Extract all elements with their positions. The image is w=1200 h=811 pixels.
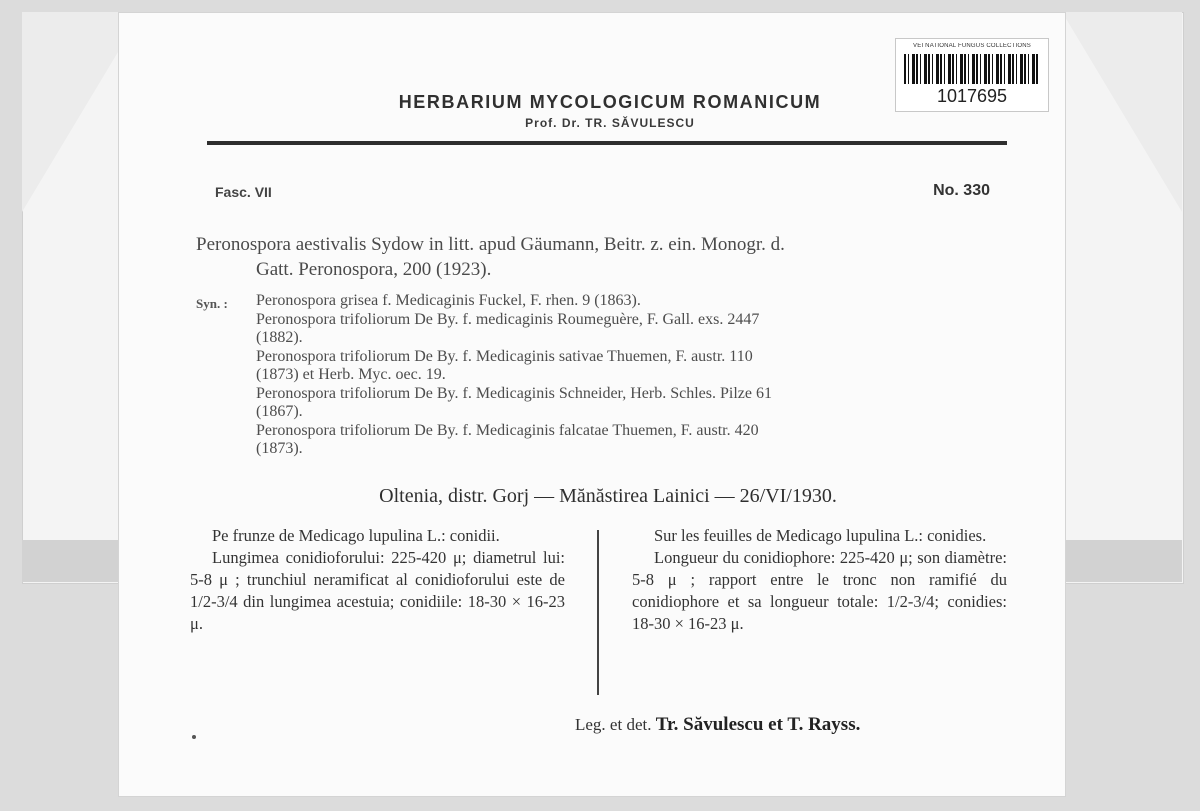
barcode-sticker bbox=[895, 38, 1049, 112]
synonym-line: (1882). bbox=[256, 329, 303, 346]
synonyms-list bbox=[256, 292, 1011, 459]
species-line-1: Peronospora aestivalis Sydow in litt. apud Gäumann, Beitr. z. ein. Monogr. d. bbox=[196, 234, 785, 255]
synonym-line: (1873). bbox=[256, 440, 303, 457]
synonym-line: Peronospora trifoliorum De By. f. Medicaginis sativae Thuemen, F. austr. 110 bbox=[256, 347, 753, 365]
herbarium-subtitle: Prof. Dr. TR. SĂVULESCU bbox=[525, 116, 695, 130]
specimen-number: No. 330 bbox=[933, 182, 990, 199]
synonym-line: Peronospora trifoliorum De By. f. Medicaginis falcatae Thuemen, F. austr. 420 bbox=[256, 421, 759, 439]
synonyms-label: Syn. : bbox=[196, 296, 228, 311]
envelope-flap-right bbox=[1062, 12, 1182, 212]
collectors-line bbox=[575, 714, 860, 736]
collection-locality: Oltenia, distr. Gorj — Mănăstirea Lainici — 26/VI/1930. bbox=[379, 485, 837, 507]
synonym-line: (1873) et Herb. Myc. oec. 19. bbox=[256, 366, 446, 383]
column-divider bbox=[597, 530, 599, 695]
french-description bbox=[632, 525, 1007, 635]
collectors-names: Tr. Săvulescu et T. Rayss. bbox=[655, 714, 861, 735]
fascicle-label: Fasc. VII bbox=[215, 184, 272, 200]
species-line-2: Gatt. Peronospora, 200 (1923). bbox=[256, 259, 492, 280]
synonym-line: Peronospora trifoliorum De By. f. medicaginis Roumeguère, F. Gall. exs. 2447 bbox=[256, 310, 760, 328]
barcode-number: 1017695 bbox=[936, 86, 1008, 106]
barcode-header: VEI NATIONAL FUNGUS COLLECTIONS bbox=[913, 43, 1031, 49]
synonym-line: Peronospora trifoliorum De By. f. Medicaginis Schneider, Herb. Schles. Pilze 61 bbox=[256, 384, 772, 402]
herbarium-title: HERBARIUM MYCOLOGICUM ROMANICUM bbox=[398, 92, 822, 112]
collectors-prefix: Leg. et det. bbox=[575, 715, 652, 734]
french-measurements: Longueur du conidiophore: 225-420 μ; son diamètre: 5-8 μ ; rapport entre le tronc non ramifié du conidiophore et sa longueur totale: 1/2-3/4; conidies: 18-30 × 16-23 μ. bbox=[632, 548, 1007, 633]
species-name bbox=[196, 232, 1016, 282]
romanian-description bbox=[190, 525, 565, 635]
romanian-host: Pe frunze de Medicago lupulina L.: conidii. bbox=[212, 526, 500, 545]
romanian-measurements: Lungimea conidioforului: 225-420 μ; diametrul lui: 5-8 μ ; trunchiul neramificat al conidioforului este de 1/2-3/4 din lungimea acestuia; conidiile: 18-30 × 16-23 μ. bbox=[190, 548, 565, 633]
ink-dot bbox=[192, 735, 196, 739]
barcode-bars bbox=[904, 54, 1040, 84]
synonym-line: (1867). bbox=[256, 403, 303, 420]
synonym-line: Peronospora grisea f. Medicaginis Fuckel, F. rhen. 9 (1863). bbox=[256, 292, 641, 309]
french-host: Sur les feuilles de Medicago lupulina L.: conidies. bbox=[654, 526, 987, 545]
title-rule bbox=[207, 141, 1007, 145]
